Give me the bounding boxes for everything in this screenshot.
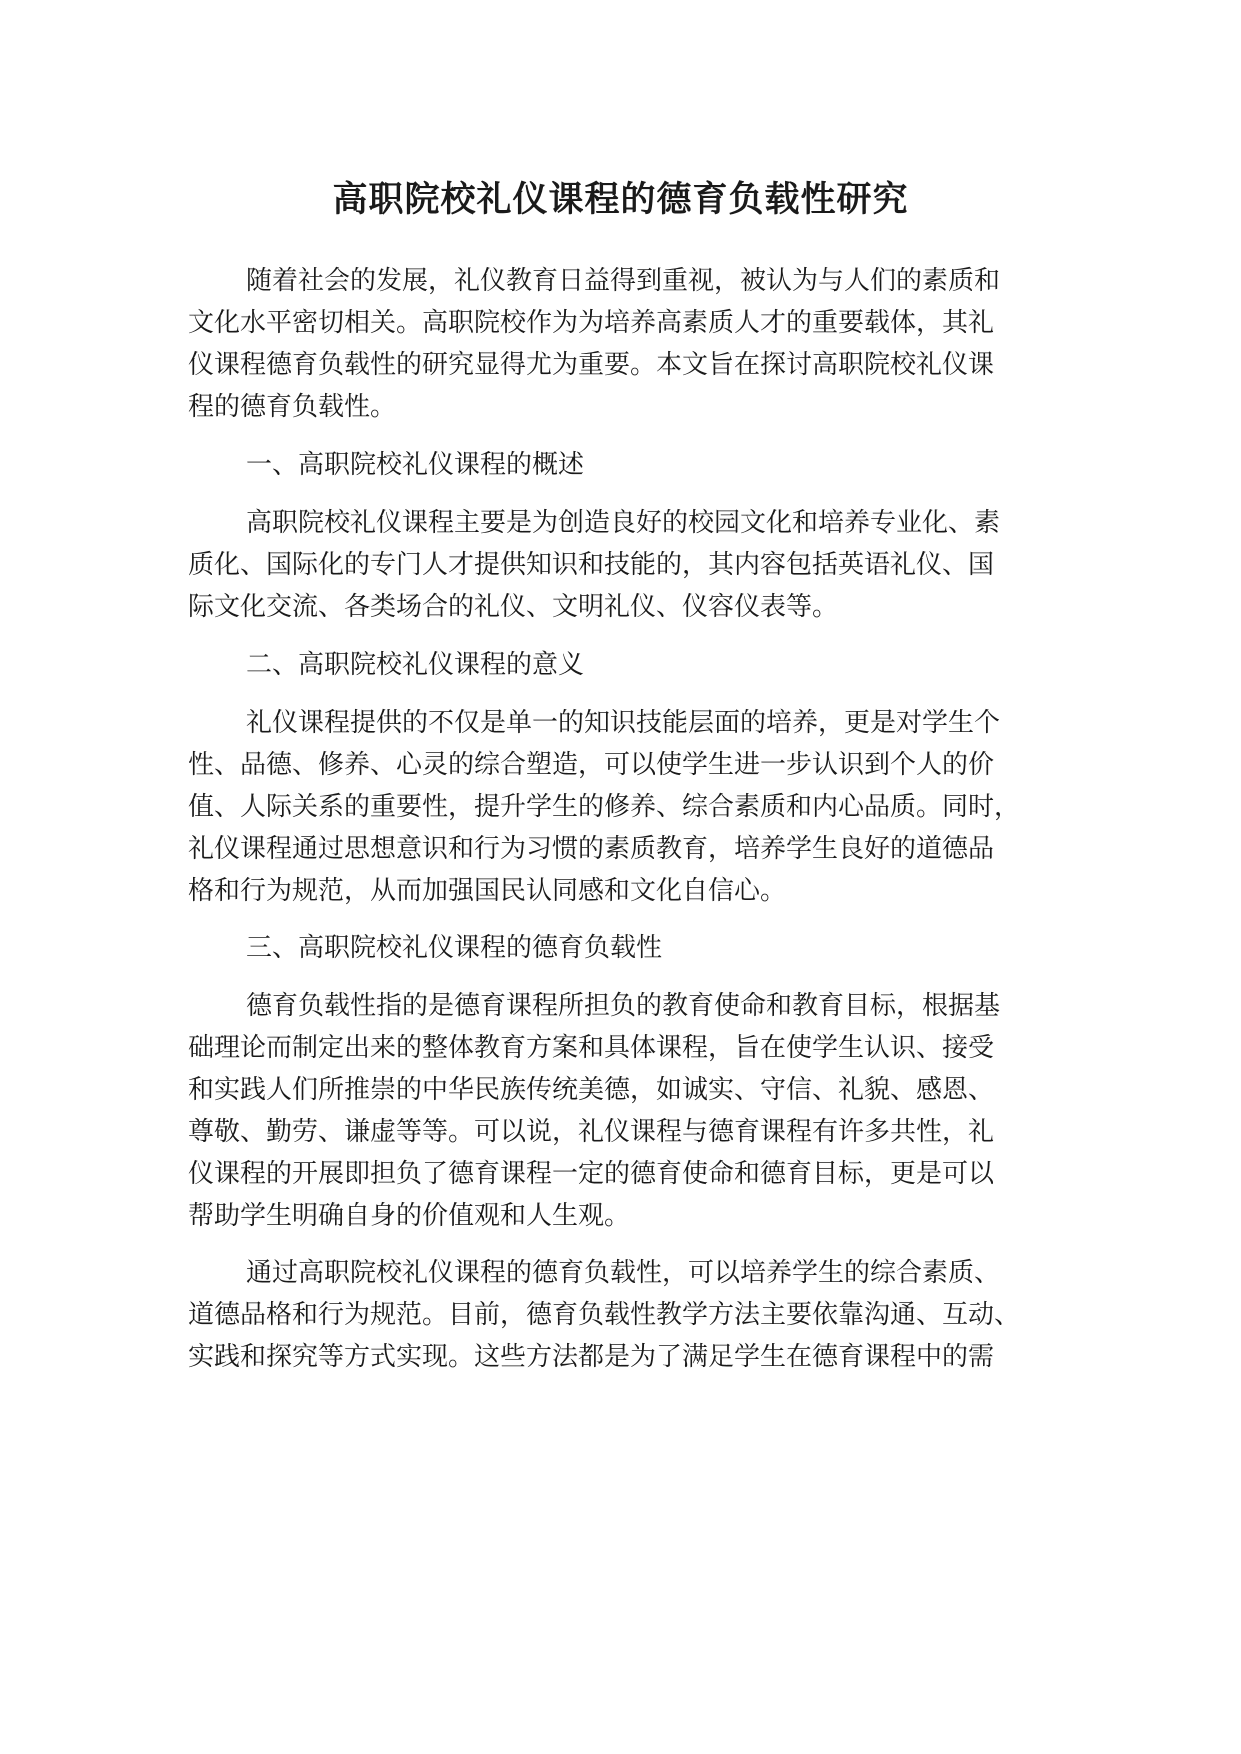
paragraph-line: 礼仪课程提供的不仅是单一的知识技能层面的培养，更是对学生个 [246,708,1001,738]
document-title: 高职院校礼仪课程的德育负载性研究 [332,180,909,220]
paragraph-line: 格和行为规范，从而加强国民认同感和文化自信心。 [188,876,787,906]
paragraph-line: 通过高职院校礼仪课程的德育负载性，可以培养学生的综合素质、 [246,1258,1001,1288]
paragraph-line: 实践和探究等方式实现。这些方法都是为了满足学生在德育课程中的需 [188,1342,995,1372]
paragraph-line: 程的德育负载性。 [188,392,397,422]
paragraph-line: 尊敬、勤劳、谦虚等等。可以说，礼仪课程与德育课程有许多共性，礼 [188,1117,995,1147]
paragraph-line: 际文化交流、各类场合的礼仪、文明礼仪、仪容仪表等。 [188,592,839,622]
section-heading: 二、高职院校礼仪课程的意义 [246,650,585,680]
paragraph-line: 础理论而制定出来的整体教育方案和具体课程，旨在使学生认识、接受 [188,1033,995,1063]
paragraph-line: 仪课程的开展即担负了德育课程一定的德育使命和德育目标，更是可以 [188,1159,995,1189]
paragraph-line: 文化水平密切相关。高职院校作为为培养高素质人才的重要载体，其礼 [188,308,995,338]
paragraph-line: 和实践人们所推崇的中华民族传统美德，如诚实、守信、礼貌、感恩、 [188,1075,995,1105]
paragraph-line: 高职院校礼仪课程主要是为创造良好的校园文化和培养专业化、素 [246,508,1001,538]
paragraph-line: 质化、国际化的专门人才提供知识和技能的，其内容包括英语礼仪、国 [188,550,995,580]
paragraph-line: 随着社会的发展，礼仪教育日益得到重视，被认为与人们的素质和 [246,266,1001,296]
paragraph-line: 性、品德、修养、心灵的综合塑造，可以使学生进一步认识到个人的价 [188,750,995,780]
paragraph-line: 礼仪课程通过思想意识和行为习惯的素质教育，培养学生良好的道德品 [188,834,995,864]
section-heading: 三、高职院校礼仪课程的德育负载性 [246,933,663,963]
paragraph-line: 道德品格和行为规范。目前，德育负载性教学方法主要依靠沟通、互动、 [188,1300,1021,1330]
section-heading: 一、高职院校礼仪课程的概述 [246,450,585,480]
paragraph-line: 值、人际关系的重要性，提升学生的修养、综合素质和内心品质。同时， [188,792,1021,822]
paragraph-line: 仪课程德育负载性的研究显得尤为重要。本文旨在探讨高职院校礼仪课 [188,350,995,380]
paragraph-line: 德育负载性指的是德育课程所担负的教育使命和教育目标，根据基 [246,991,1001,1021]
paragraph-line: 帮助学生明确自身的价值观和人生观。 [188,1201,631,1231]
